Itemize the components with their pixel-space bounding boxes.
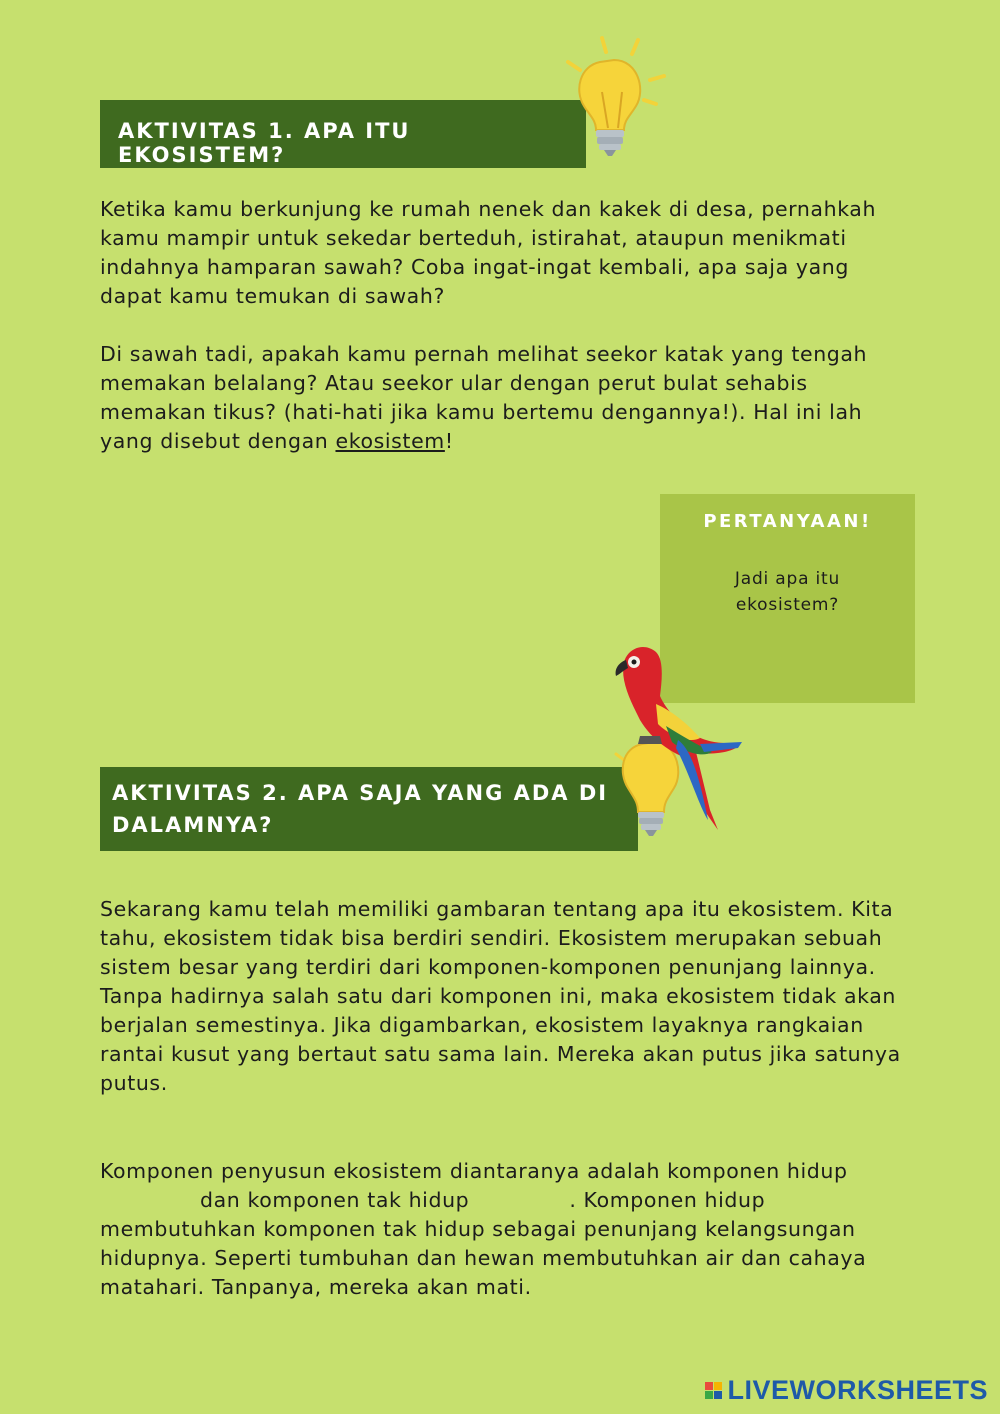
- activity2-title: AKTIVITAS 2. APA SAJA YANG ADA DI DALAMNYA?: [100, 767, 638, 851]
- paragraph2-end: !: [444, 429, 454, 453]
- lightbulb-icon: [560, 32, 670, 162]
- paragraph2-part-a: Komponen penyusun ekosistem diantaranya adalah komponen hidup: [100, 1159, 848, 1183]
- logo-mark-icon: [705, 1382, 722, 1399]
- paragraph2-text: Di sawah tadi, apakah kamu pernah melihat seekor katak yang tengah memakan belalang? Atau seekor ular dengan perut bulat sehabis memakan tikus? (hati-hati jika kamu bertemu dengannya!). Hal ini lah yang disebut dengan: [100, 342, 868, 453]
- parrot-illustration: [600, 640, 750, 835]
- paragraph2-part-b: dan komponen tak hidup: [200, 1188, 470, 1212]
- question-title: PERTANYAAN!: [703, 511, 872, 532]
- activity1-title: AKTIVITAS 1. APA ITU EKOSISTEM?: [100, 100, 586, 168]
- paragraph2-part-c: . Komponen hidup membutuhkan komponen tak hidup sebagai penunjang kelangsungan hidupnya. Seperti tumbuhan dan hewan membutuhkan air dan cahaya matahari. Tanpanya, mereka akan mati.: [100, 1188, 867, 1299]
- activity1-paragraph1: Ketika kamu berkunjung ke rumah nenek dan kakek di desa, pernahkah kamu mampir untuk sekedar berteduh, istirahat, ataupun menikmati indahnya hamparan sawah? Coba ingat-ingat kembali, apa saja yang dapat kamu temukan di sawah?: [100, 197, 877, 308]
- logo-text: LIVEWORKSHEETS: [727, 1374, 988, 1405]
- question-text: Jadi apa itu ekosistem?: [734, 569, 841, 615]
- liveworksheets-logo[interactable]: [705, 1374, 988, 1406]
- activity2-paragraph2: [100, 1157, 915, 1302]
- activity1-paragraph2: [100, 340, 915, 456]
- activity2-paragraph1: Sekarang kamu telah memiliki gambaran tentang apa itu ekosistem. Kita tahu, ekosistem tidak bisa berdiri sendiri. Ekosistem merupakan sebuah sistem besar yang terdiri dari komponen-komponen penunjang lainnya. Tanpa hadirnya salah satu dari komponen ini, maka ekosistem tidak akan berjalan semestinya. Jika digambarkan, ekosistem layaknya rangkaian rantai kusut yang bertaut satu sama lain. Mereka akan putus jika satunya putus.: [100, 897, 901, 1095]
- ekosistem-term: ekosistem: [335, 429, 445, 453]
